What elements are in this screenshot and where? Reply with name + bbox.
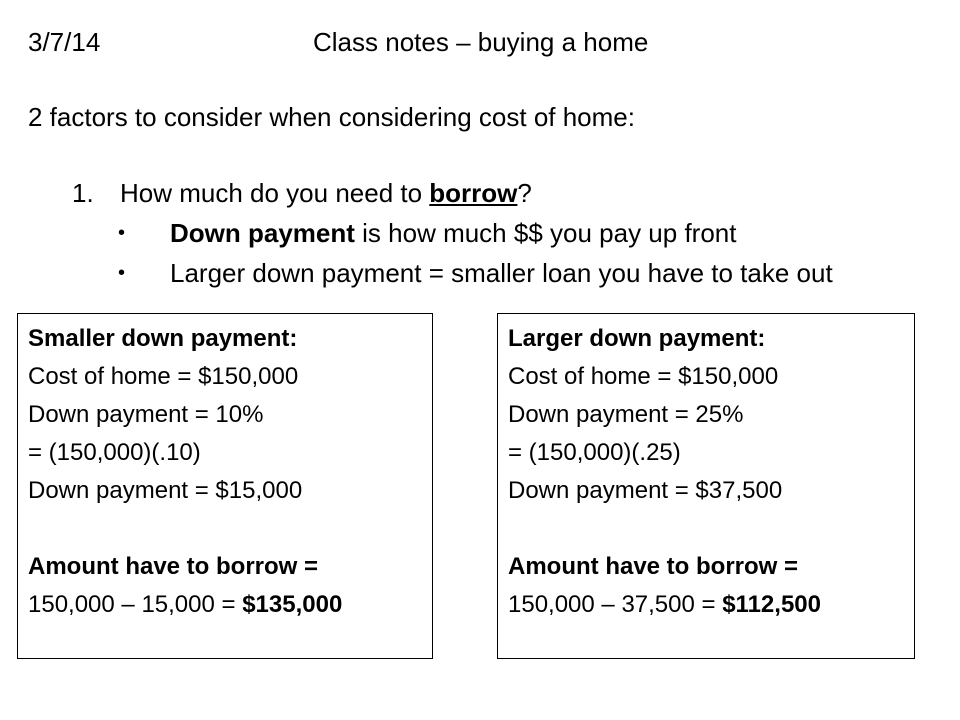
list-item-number: 1. — [72, 178, 94, 208]
percent-line: Down payment = 10% — [28, 401, 264, 428]
bullet-icon: • — [118, 262, 126, 284]
larger-down-payment-box — [497, 313, 915, 659]
list-item-suffix: ? — [517, 178, 532, 208]
cost-line: Cost of home = $150,000 — [28, 363, 299, 390]
smaller-down-payment-box — [17, 313, 433, 659]
borrow-calc-line: 150,000 – 37,500 = $112,500 — [508, 591, 821, 618]
borrow-label: Amount have to borrow = — [28, 553, 319, 580]
borrow-result: $135,000 — [242, 591, 343, 618]
bullet-text: is how much $$ you pay up front — [354, 218, 737, 248]
percent-line: Down payment = 25% — [508, 401, 744, 428]
calc-line: = (150,000)(.25) — [508, 439, 681, 466]
borrow-result: $112,500 — [722, 591, 821, 618]
bullet-down-payment — [118, 217, 736, 249]
borrow-keyword: borrow — [429, 178, 518, 208]
result-line: Down payment = $15,000 — [28, 477, 303, 504]
bullet-bold-term: Down payment — [170, 218, 355, 248]
cost-line: Cost of home = $150,000 — [508, 363, 779, 390]
spacer — [28, 510, 432, 548]
calc-line: = (150,000)(.10) — [28, 439, 201, 466]
notes-date: 3/7/14 — [28, 27, 101, 57]
list-item-1 — [72, 177, 532, 209]
list-item-text: How much do you need to — [120, 178, 430, 208]
borrow-calc-line: 150,000 – 15,000 = $135,000 — [28, 591, 343, 618]
box-heading: Smaller down payment: — [28, 325, 298, 352]
result-line: Down payment = $37,500 — [508, 477, 783, 504]
bullet-text: Larger down payment = smaller loan you have to take out — [170, 258, 833, 288]
bullet-icon: • — [118, 222, 126, 244]
bullet-larger-down-payment — [118, 257, 833, 289]
box-heading: Larger down payment: — [508, 325, 766, 352]
borrow-label: Amount have to borrow = — [508, 553, 799, 580]
intro-text: 2 factors to consider when considering cost of home: — [28, 102, 635, 132]
page-title: Class notes – buying a home — [313, 27, 649, 57]
spacer — [508, 510, 914, 548]
